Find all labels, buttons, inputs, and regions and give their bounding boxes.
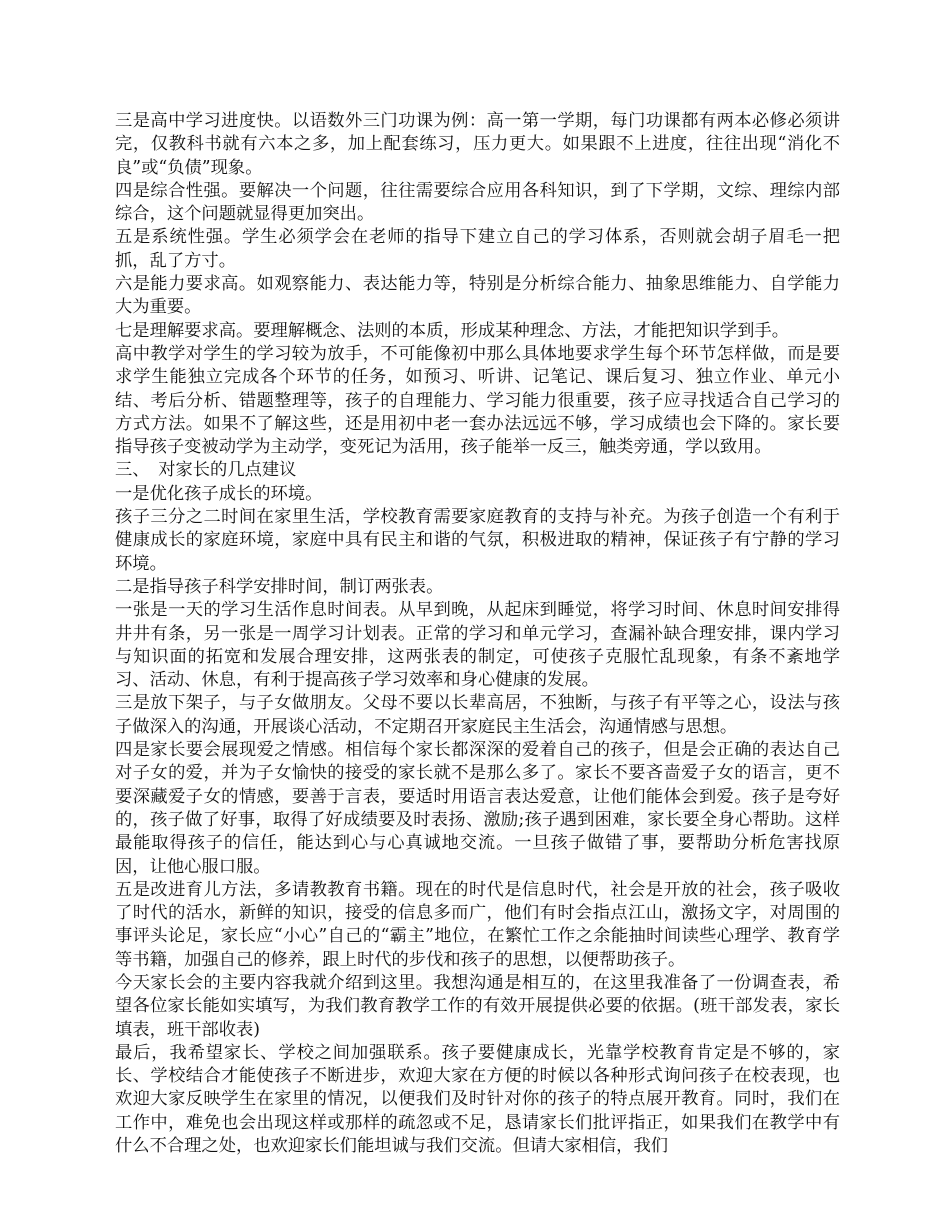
paragraph-schedule: 一张是一天的学习生活作息时间表。从早到晚，从起床到睡觉，将学习时间、休息时间安排得井井有条，另一张是一周学习计划表。正常的学习和单元学习，查漏补缺合理安排，课内学习与知识面的拓宽和发展合理安排，这两张表的制定，可使孩子克服忙乱现象，有条不紊地学习、活动、休息，有利于提高孩子学习效率和身心健康的发展。	[115, 600, 840, 691]
paragraph-improve-methods: 五是改进育儿方法，多请教教育书籍。现在的时代是信息时代，社会是开放的社会，孩子吸收了时代的活水，新鲜的知识，接受的信息多而广，他们有时会指点江山，激扬文字，对周围的事评头论足，家长应“小心”自己的“霸主”地位，在繁忙工作之余能抽时间读些心理学、教育学等书籍，加强自己的修养，跟上时代的步伐和孩子的思想，以便帮助孩子。	[115, 879, 840, 970]
paragraph-show-love: 四是家长要会展现爱之情感。相信每个家长都深深的爱着自己的孩子，但是会正确的表达自己对子女的爱，并为子女愉快的接受的家长就不是那么多了。家长不要吝啬爱子女的语言，更不要深藏爱子女的情感，要善于言表，要适时用语言表达爱意，让他们能体会到爱。孩子是夸好的，孩子做了好事，取得了好成绩要及时表扬、激励;孩子遇到困难，家长要全身心帮助。这样最能取得孩子的信任，能达到心与心真诚地交流。一旦孩子做错了事，要帮助分析危害找原因，让他心服口服。	[115, 740, 840, 877]
paragraph-progress-fast: 三是高中学习进度快。以语数外三门功课为例：高一第一学期，每门功课都有两本必修必须讲完，仅教科书就有六本之多，加上配套练习，压力更大。如果跟不上进度，往往出现“消化不良”或“负债”现象。	[115, 111, 840, 178]
paragraph-understanding: 七是理解要求高。要理解概念、法则的本质，形成某种理念、方法，才能把知识学到手。	[115, 320, 789, 341]
paragraph-environment: 孩子三分之二时间在家里生活，学校教育需要家庭教育的支持与补充。为孩子创造一个有利于健康成长的家庭环境，家庭中具有民主和谐的气氛，积极进取的精神，保证孩子有宁静的学习环境。	[115, 507, 840, 574]
paragraph-schedule-title: 二是指导孩子科学安排时间，制订两张表。	[115, 576, 444, 597]
paragraph-environment-title: 一是优化孩子成长的环境。	[115, 483, 323, 504]
paragraph-high-school-teaching: 高中教学对学生的学习较为放手，不可能像初中那么具体地要求学生每个环节怎样做，而是要求学生能独立完成各个环节的任务，如预习、听讲、记笔记、课后复习、独立作业、单元小结、考后分析、错题整理等，孩子的自理能力、学习能力很重要，孩子应寻找适合自己学习的方式方法。如果不了解这些，还是用初中老一套办法远远不够，学习成绩也会下降的。家长要指导孩子变被动学为主动学，变死记为活用，孩子能举一反三，触类旁通，学以致用。	[115, 343, 840, 458]
paragraph-survey: 今天家长会的主要内容我就介绍到这里。我想沟通是相互的，在这里我准备了一份调查表，希望各位家长能如实填写，为我们教育教学工作的有效开展提供必要的依据。(班干部发表，家长填表，班干部收表)	[115, 972, 840, 1040]
paragraph-ability: 六是能力要求高。如观察能力、表达能力等，特别是分析综合能力、抽象思维能力、自学能力大为重要。	[115, 274, 840, 318]
section-heading-parent-suggestions: 三、 对家长的几点建议	[115, 460, 297, 481]
document-body	[115, 110, 840, 1158]
paragraph-systematic: 五是系统性强。学生必须学会在老师的指导下建立自己的学习体系，否则就会胡子眉毛一把抓，乱了方寸。	[115, 227, 840, 271]
paragraph-comprehensive: 四是综合性强。要解决一个问题，往往需要综合应用各科知识，到了下学期，文综、理综内部综合，这个问题就显得更加突出。	[115, 180, 840, 225]
paragraph-be-friends: 三是放下架子，与子女做朋友。父母不要以长辈高居，不独断，与孩子有平等之心，设法与孩子做深入的沟通，开展谈心活动，不定期召开家庭民主生活会，沟通情感与思想。	[115, 693, 840, 737]
paragraph-closing: 最后，我希望家长、学校之间加强联系。孩子要健康成长，光靠学校教育肯定是不够的，家长、学校结合才能使孩子不断进步，欢迎大家在方便的时候以各种形式询问孩子在校表现，也欢迎大家反映学生在家里的情况，以便我们及时针对你的孩子的特点展开教育。同时，我们在工作中，难免也会出现这样或那样的疏忽或不足，恳请家长们批评指正，如果我们在教学中有什么不合理之处，也欢迎家长们能坦诚与我们交流。但请大家相信，我们	[115, 1042, 840, 1157]
